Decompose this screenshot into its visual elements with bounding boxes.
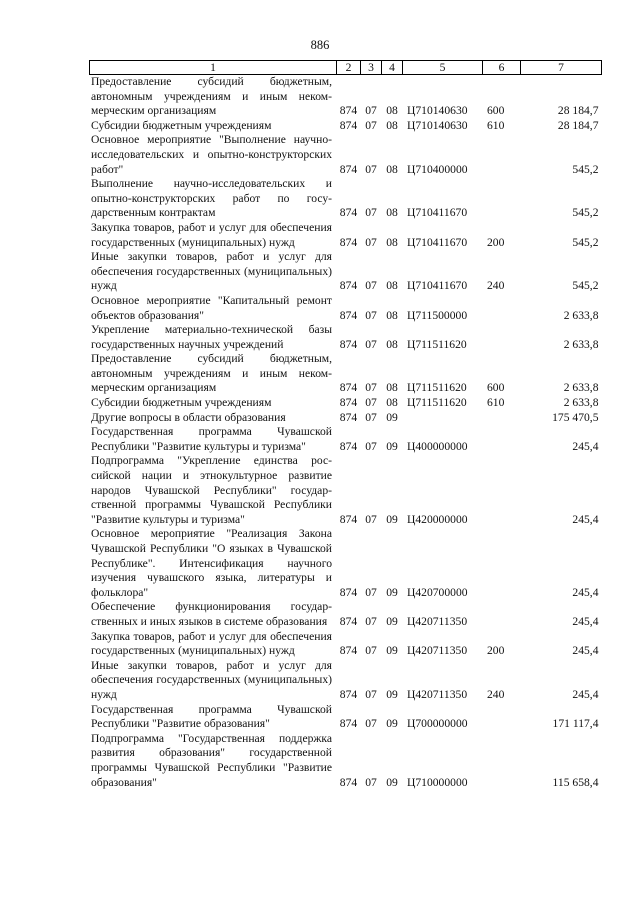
row-code-pr: 08	[386, 118, 398, 132]
row-code-rz: 07	[365, 162, 377, 176]
row-amount: 245,4	[572, 585, 599, 599]
row-code-gr: 874	[339, 512, 358, 526]
row-code-rz: 07	[365, 717, 377, 731]
row-name: Подпрограмма "Укрепление единства российской нации и этнокультурное развитие народов Чувашской Республики" государственной программы Чувашской Республики "Развитие культуры и туризма"	[91, 454, 332, 526]
row-code-rz: 07	[365, 206, 377, 220]
row-code-vr: 610	[487, 118, 505, 132]
row-name: Предоставление субсидий бюджетным, автономным учреждениям и иным некоммерческим организациям	[91, 352, 332, 395]
row-code-gr: 874	[339, 644, 358, 658]
row-code-rz: 07	[365, 337, 377, 351]
row-code-rz: 07	[365, 410, 377, 424]
row-amount: 171 117,4	[552, 717, 599, 731]
row-code-gr: 874	[339, 279, 358, 293]
row-code-vr: 600	[487, 104, 505, 118]
table-row	[90, 411, 602, 426]
table-row	[90, 294, 602, 323]
row-code-rz: 07	[365, 396, 377, 410]
row-amount: 28 184,7	[557, 104, 599, 118]
header-row	[90, 61, 602, 75]
row-code-pr: 08	[386, 396, 398, 410]
row-code-vr	[483, 411, 521, 426]
row-code-gr: 874	[339, 118, 358, 132]
table-row	[90, 396, 602, 411]
row-code-gr: 874	[339, 585, 358, 599]
row-code-csr: Ц710400000	[407, 162, 468, 176]
row-code-vr: 240	[487, 687, 505, 701]
row-code-rz: 07	[365, 687, 377, 701]
row-name: Государственная программа Чувашской Республики "Развитие культуры и туризма"	[91, 425, 332, 453]
column-header: 1	[90, 61, 337, 75]
row-code-pr: 08	[386, 206, 398, 220]
row-amount: 545,2	[572, 235, 599, 249]
row-amount: 245,4	[572, 644, 599, 658]
row-amount: 2 633,8	[563, 308, 599, 322]
row-code-vr	[483, 177, 521, 221]
row-code-csr: Ц710411670	[407, 206, 468, 220]
row-name: Выполнение научно-исследовательских и опытно-конструкторских работ по государственным контрактам	[91, 177, 332, 220]
row-code-rz: 07	[365, 614, 377, 628]
row-code-pr: 08	[386, 104, 398, 118]
row-name: Предоставление субсидий бюджетным, автономным учреждениям и иным некоммерческим организациям	[91, 75, 332, 118]
row-code-csr: Ц400000000	[407, 439, 468, 453]
table-row	[90, 454, 602, 527]
row-code-csr: Ц711511620	[407, 337, 467, 351]
row-code-pr: 09	[386, 439, 398, 453]
row-code-vr	[483, 323, 521, 352]
row-amount: 115 658,4	[552, 775, 599, 789]
column-header: 3	[361, 61, 382, 75]
table-row	[90, 250, 602, 294]
row-code-pr: 09	[386, 512, 398, 526]
row-code-pr: 08	[386, 381, 398, 395]
row-code-vr	[483, 732, 521, 790]
row-code-pr: 08	[386, 235, 398, 249]
row-code-rz: 07	[365, 512, 377, 526]
budget-table	[89, 60, 602, 790]
row-amount: 2 633,8	[563, 381, 599, 395]
row-code-pr: 08	[386, 308, 398, 322]
table-row	[90, 425, 602, 454]
row-name: Основное мероприятие "Капитальный ремонт объектов образования"	[91, 293, 332, 322]
row-amount: 245,4	[572, 687, 599, 701]
row-name: Основное мероприятие "Реализация Закона Чувашской Республики "О языках в Чувашской Республике". Интенсификация научного изучения чувашского языка, литературы и фольклора"	[91, 527, 332, 599]
row-code-pr: 09	[386, 614, 398, 628]
column-header: 4	[382, 61, 403, 75]
row-code-csr: Ц710411670	[407, 235, 468, 249]
row-code-pr: 08	[386, 337, 398, 351]
row-code-gr: 874	[339, 439, 358, 453]
row-code-pr: 09	[386, 410, 398, 424]
row-amount: 245,4	[572, 614, 599, 628]
row-code-rz: 07	[365, 118, 377, 132]
row-code-gr: 874	[339, 687, 358, 701]
row-code-pr: 09	[386, 717, 398, 731]
row-code-gr: 874	[339, 104, 358, 118]
column-header: 6	[483, 61, 521, 75]
column-header: 5	[403, 61, 483, 75]
row-code-rz: 07	[365, 775, 377, 789]
row-code-csr: Ц711511620	[407, 396, 467, 410]
row-code-rz: 07	[365, 279, 377, 293]
row-code-rz: 07	[365, 644, 377, 658]
row-name: Иные закупки товаров, работ и услуг для обеспечения государственных (муниципальных) нужд	[91, 658, 332, 701]
table-row	[90, 659, 602, 703]
row-code-csr: Ц710411670	[407, 279, 468, 293]
row-amount: 175 470,5	[552, 410, 599, 424]
row-amount: 545,2	[572, 279, 599, 293]
table-row	[90, 119, 602, 134]
table-row	[90, 177, 602, 221]
row-code-vr	[483, 454, 521, 527]
row-code-csr: Ц710140630	[407, 104, 468, 118]
row-code-rz: 07	[365, 308, 377, 322]
row-code-gr: 874	[339, 381, 358, 395]
row-code-vr	[483, 703, 521, 732]
row-code-rz: 07	[365, 381, 377, 395]
row-code-csr: Ц420711350	[407, 614, 468, 628]
row-code-pr: 08	[386, 162, 398, 176]
row-code-vr	[483, 425, 521, 454]
row-code-gr: 874	[339, 717, 358, 731]
table-row	[90, 133, 602, 177]
row-code-csr	[403, 411, 483, 426]
row-name: Закупка товаров, работ и услуг для обеспечения государственных (муниципальных) нужд	[91, 220, 332, 249]
row-code-rz: 07	[365, 235, 377, 249]
row-code-csr: Ц420000000	[407, 512, 468, 526]
row-code-pr: 09	[386, 644, 398, 658]
row-code-vr: 600	[487, 381, 505, 395]
column-header: 7	[521, 61, 602, 75]
row-code-gr: 874	[339, 775, 358, 789]
table-row	[90, 703, 602, 732]
table-row	[90, 352, 602, 396]
row-amount: 245,4	[572, 439, 599, 453]
row-code-vr: 200	[487, 644, 505, 658]
row-name: Субсидии бюджетным учреждениям	[91, 118, 272, 132]
row-code-vr	[483, 294, 521, 323]
row-code-gr: 874	[339, 206, 358, 220]
row-name: Подпрограмма "Государственная поддержка развития образования" государственной программы Чувашской Республики "Развитие образования"	[91, 731, 332, 789]
table-row	[90, 75, 602, 119]
row-code-gr: 874	[339, 235, 358, 249]
row-code-csr: Ц710140630	[407, 118, 468, 132]
table-row	[90, 600, 602, 629]
row-code-vr: 240	[487, 279, 505, 293]
row-code-vr	[483, 133, 521, 177]
row-amount: 28 184,7	[557, 118, 599, 132]
row-amount: 2 633,8	[563, 396, 599, 410]
row-code-rz: 07	[365, 585, 377, 599]
row-code-csr: Ц711511620	[407, 381, 467, 395]
row-code-csr: Ц420711350	[407, 687, 468, 701]
row-amount: 245,4	[572, 512, 599, 526]
row-code-pr: 09	[386, 775, 398, 789]
row-code-vr: 200	[487, 235, 505, 249]
row-code-gr: 874	[339, 410, 358, 424]
row-code-vr	[483, 527, 521, 600]
table-row	[90, 323, 602, 352]
row-code-rz: 07	[365, 439, 377, 453]
row-amount: 545,2	[572, 206, 599, 220]
row-code-rz: 07	[365, 104, 377, 118]
row-name: Основное мероприятие "Выполнение научно-исследовательских и опытно-конструкторских работ"	[91, 133, 332, 176]
row-code-csr: Ц710000000	[407, 775, 468, 789]
table-row	[90, 630, 602, 659]
page-number: 886	[310, 38, 330, 52]
table-row	[90, 527, 602, 600]
row-code-pr: 09	[386, 687, 398, 701]
row-name: Иные закупки товаров, работ и услуг для обеспечения государственных (муниципальных) нужд	[91, 250, 332, 293]
row-name: Закупка товаров, работ и услуг для обеспечения государственных (муниципальных) нужд	[91, 629, 332, 658]
row-name: Субсидии бюджетным учреждениям	[91, 396, 272, 410]
row-name: Обеспечение функционирования государственных и иных языков в системе образования	[91, 600, 332, 628]
row-code-csr: Ц420700000	[407, 585, 468, 599]
row-code-gr: 874	[339, 396, 358, 410]
row-code-csr: Ц700000000	[407, 717, 468, 731]
row-code-vr	[483, 600, 521, 629]
row-code-gr: 874	[339, 308, 358, 322]
row-code-pr: 09	[386, 585, 398, 599]
row-name: Укрепление материально-технической базы государственных научных учреждений	[91, 323, 332, 351]
row-name: Государственная программа Чувашской Республики "Развитие образования"	[91, 702, 332, 731]
row-code-gr: 874	[339, 162, 358, 176]
row-amount: 545,2	[572, 162, 599, 176]
table-row	[90, 732, 602, 790]
row-code-csr: Ц420711350	[407, 644, 468, 658]
row-amount: 2 633,8	[563, 337, 599, 351]
row-code-pr: 08	[386, 279, 398, 293]
row-code-vr: 610	[487, 396, 505, 410]
row-name: Другие вопросы в области образования	[91, 410, 286, 424]
column-header: 2	[337, 61, 361, 75]
table-row	[90, 221, 602, 250]
row-code-gr: 874	[339, 614, 358, 628]
row-code-csr: Ц711500000	[407, 308, 468, 322]
row-code-gr: 874	[339, 337, 358, 351]
